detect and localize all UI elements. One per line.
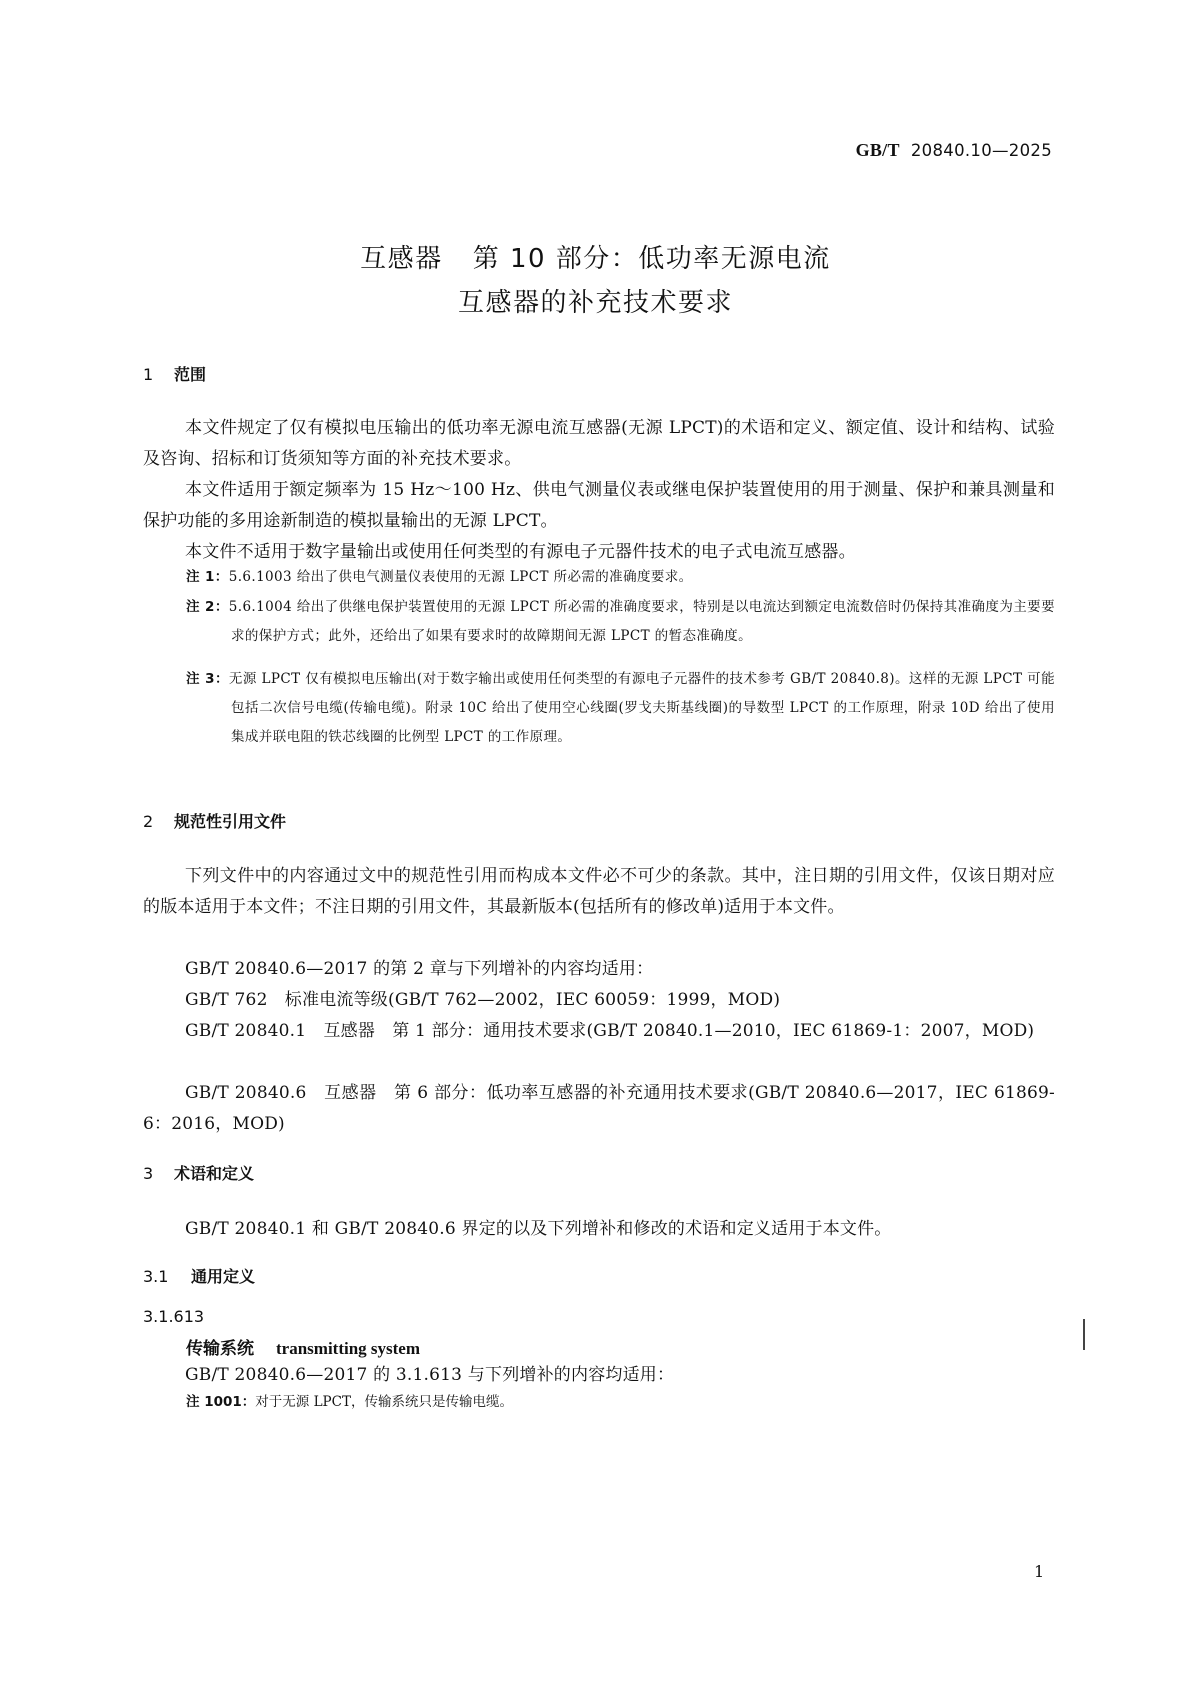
page-title-line-2: 互感器的补充技术要求 — [457, 288, 733, 318]
section-1-paragraph: 本文件规定了仅有模拟电压输出的低功率无源电流互感器(无源 LPCT)的术语和定义、额定值、设计和结构、试验及咨询、招标和订货须知等方面的补充技术要求。 — [143, 418, 1055, 469]
note-1: 注 1：5.6.1003 给出了供电气测量仪表使用的无源 LPCT 所必需的准确度要求。 — [186, 569, 693, 585]
term-title: 传输系统 transmitting system — [186, 1339, 421, 1359]
page-number: 1 — [1034, 1562, 1045, 1581]
section-2-heading: 2 规范性引用文件 — [143, 812, 287, 831]
reference-item: GB/T 762 标准电流等级(GB/T 762—2002，IEC 60059：1999，MOD) — [185, 990, 781, 1010]
section-3-intro: GB/T 20840.1 和 GB/T 20840.6 界定的以及下列增补和修改的术语和定义适用于本文件。 — [185, 1219, 892, 1239]
section-1-heading: 1 范围 — [143, 365, 207, 384]
reference-item: GB/T 20840.1 互感器 第 1 部分：通用技术要求(GB/T 20840.1—2010，IEC 61869-1：2007，MOD) — [185, 1021, 1035, 1041]
section-2-applicability: GB/T 20840.6—2017 的第 2 章与下列增补的内容均适用： — [185, 959, 654, 979]
term-entry-number: 3.1.613 — [143, 1307, 205, 1326]
document-number: GB/T 20840.10—2025 — [855, 140, 1052, 160]
page-title-line-1: 互感器 第 10 部分：低功率无源电流 — [360, 244, 831, 274]
section-2-intro: 下列文件中的内容通过文中的规范性引用而构成本文件必不可少的条款。其中，注日期的引用文件，仅该日期对应的版本适用于本文件；不注日期的引用文件，其最新版本(包括所有的修改单)适用于本文件。 — [143, 866, 1055, 917]
term-definition: GB/T 20840.6—2017 的 3.1.613 与下列增补的内容均适用： — [185, 1365, 675, 1385]
section-1-paragraph: 本文件适用于额定频率为 15 Hz～100 Hz、供电气测量仪表或继电保护装置使用的用于测量、保护和兼具测量和保护功能的多用途新制造的模拟量输出的无源 LPCT。 — [143, 480, 1055, 531]
section-3-heading: 3 术语和定义 — [143, 1164, 255, 1183]
note-2: 注 2：5.6.1004 给出了供继电保护装置使用的无源 LPCT 所必需的准确度要求，特别是以电流达到额定电流数倍时仍保持其准确度为主要要求的保护方式；此外，还给出了如果有要求时的故障期间无源 LPCT 的暂态准确度。 — [186, 599, 1055, 644]
section-1-paragraph: 本文件不适用于数字量输出或使用任何类型的有源电子元器件技术的电子式电流互感器。 — [185, 542, 856, 562]
reference-item: GB/T 20840.6 互感器 第 6 部分：低功率互感器的补充通用技术要求(GB/T 20840.6—2017，IEC 61869-6：2016，MOD) — [143, 1083, 1055, 1134]
note-3: 注 3：无源 LPCT 仅有模拟电压输出(对于数字输出或使用任何类型的有源电子元器件的技术参考 GB/T 20840.8)。这样的无源 LPCT 可能包括二次信号电缆(传输电缆)。附录 10C 给出了使用空心线圈(罗戈夫斯基线圈)的导数型 LPCT 的工作原理，附录 10D 给出了使用集成并联电阻的铁芯线圈的比例型 LPCT 的工作原理。 — [186, 671, 1055, 745]
subsection-3-1-heading: 3.1 通用定义 — [143, 1267, 256, 1286]
change-bar — [1083, 1319, 1085, 1350]
note-1001: 注 1001：对于无源 LPCT，传输系统只是传输电缆。 — [186, 1394, 513, 1410]
